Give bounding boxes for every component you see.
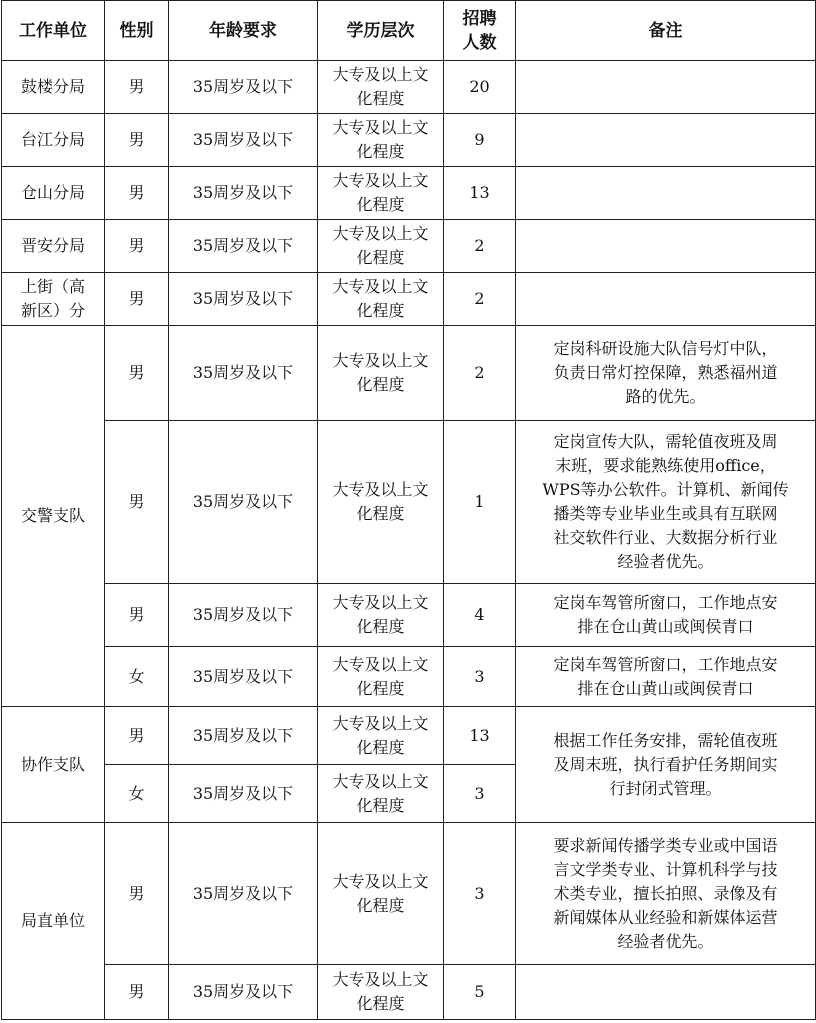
unit-cell: 晋安分局 — [2, 220, 105, 273]
header-count-line1: 招聘 — [462, 8, 497, 29]
table-row — [2, 965, 816, 1020]
note-line: 定岗宣传大队，需轮值夜班及周 — [553, 432, 778, 451]
note-line: 负责日常灯控保障，熟悉福州道 — [553, 363, 778, 382]
education-line: 大专及以上文 — [332, 277, 429, 296]
header-row — [2, 1, 816, 61]
education-cell — [318, 647, 444, 707]
age-cell: 35周岁及以下 — [169, 584, 318, 647]
education-line: 大专及以上文 — [332, 171, 429, 190]
education-cell — [318, 765, 444, 823]
header-gender: 性别 — [105, 1, 169, 61]
note-line: 新闻媒体从业经验和新媒体运营 — [553, 907, 778, 927]
table-row — [2, 707, 816, 765]
education-line: 大专及以上文 — [332, 654, 429, 674]
age-cell: 35周岁及以下 — [169, 326, 318, 421]
age-cell: 35周岁及以下 — [169, 167, 318, 220]
education-cell — [318, 965, 444, 1020]
gender-cell: 男 — [105, 273, 169, 326]
gender-cell: 男 — [105, 220, 169, 273]
header-age: 年龄要求 — [169, 1, 318, 61]
education-line: 化程度 — [356, 895, 405, 915]
age-cell: 35周岁及以下 — [169, 273, 318, 326]
count-cell: 2 — [444, 220, 516, 273]
age-cell: 35周岁及以下 — [169, 765, 318, 823]
note-line: 经验者优先。 — [617, 931, 714, 951]
age-cell: 35周岁及以下 — [169, 823, 318, 965]
education-line: 化程度 — [356, 89, 405, 108]
note-cell — [516, 584, 816, 647]
unit-cell: 交警支队 — [2, 326, 105, 707]
note-cell — [516, 220, 816, 273]
header-count-line2: 人数 — [462, 32, 497, 53]
gender-cell: 男 — [105, 823, 169, 965]
count-cell: 3 — [444, 823, 516, 965]
gender-cell: 男 — [105, 326, 169, 421]
note-line: 播类等专业毕业生或具有互联网 — [553, 504, 778, 523]
note-line: 言文学类专业、计算机科学与技 — [553, 859, 778, 879]
table-row — [2, 584, 816, 647]
note-line: 排在仓山黄山或闽侯青口 — [577, 617, 754, 636]
note-cell — [516, 965, 816, 1020]
gender-cell: 男 — [105, 114, 169, 167]
header-count — [444, 1, 516, 61]
education-line: 大专及以上文 — [332, 224, 429, 243]
header-notes: 备注 — [516, 1, 816, 61]
education-line: 化程度 — [356, 375, 405, 394]
age-cell: 35周岁及以下 — [169, 421, 318, 584]
recruitment-table — [1, 0, 816, 1020]
gender-cell: 男 — [105, 167, 169, 220]
note-cell — [516, 823, 816, 965]
count-cell: 3 — [444, 647, 516, 707]
education-cell — [318, 584, 444, 647]
note-cell — [516, 273, 816, 326]
table-row — [2, 823, 816, 965]
education-line: 大专及以上文 — [332, 480, 429, 499]
header-unit: 工作单位 — [2, 1, 105, 61]
table-row — [2, 326, 816, 421]
age-cell: 35周岁及以下 — [169, 647, 318, 707]
count-cell: 4 — [444, 584, 516, 647]
note-line: WPS等办公软件。计算机、新闻传 — [542, 480, 789, 499]
note-line: 术类专业，擅长拍照、录像及有 — [553, 883, 778, 903]
education-line: 大专及以上文 — [332, 118, 429, 137]
education-cell — [318, 220, 444, 273]
education-line: 大专及以上文 — [332, 713, 429, 733]
count-cell: 20 — [444, 61, 516, 114]
note-cell — [516, 167, 816, 220]
education-line: 大专及以上文 — [332, 970, 429, 989]
education-cell — [318, 326, 444, 421]
education-line: 化程度 — [356, 678, 405, 698]
education-line: 化程度 — [356, 504, 405, 523]
education-line: 大专及以上文 — [332, 65, 429, 84]
unit-cell: 台江分局 — [2, 114, 105, 167]
education-cell — [318, 823, 444, 965]
education-line: 化程度 — [356, 142, 405, 161]
unit-cell: 仓山分局 — [2, 167, 105, 220]
unit-line: 新区）分 — [20, 301, 85, 320]
note-line: 根据工作任务安排，需轮值夜班 — [553, 730, 778, 750]
age-cell: 35周岁及以下 — [169, 114, 318, 167]
education-line: 大专及以上文 — [332, 351, 429, 370]
unit-cell: 协作支队 — [2, 707, 105, 823]
age-cell: 35周岁及以下 — [169, 965, 318, 1020]
education-cell — [318, 421, 444, 584]
note-cell — [516, 421, 816, 584]
table-row — [2, 421, 816, 584]
education-line: 化程度 — [356, 301, 405, 320]
unit-cell: 局直单位 — [2, 823, 105, 1020]
count-cell: 5 — [444, 965, 516, 1020]
education-line: 化程度 — [356, 248, 405, 267]
note-line: 社交软件行业、大数据分析行业 — [553, 528, 778, 547]
count-cell: 3 — [444, 765, 516, 823]
note-line: 末班，要求能熟练使用office， — [555, 456, 776, 475]
count-cell: 9 — [444, 114, 516, 167]
education-line: 化程度 — [356, 737, 405, 757]
count-cell: 1 — [444, 421, 516, 584]
note-line: 定岗车驾管所窗口，工作地点安 — [553, 654, 778, 674]
header-education: 学历层次 — [318, 1, 444, 61]
unit-cell: 鼓楼分局 — [2, 61, 105, 114]
note-cell — [516, 114, 816, 167]
education-cell — [318, 114, 444, 167]
note-cell — [516, 707, 816, 823]
table-row — [2, 61, 816, 114]
gender-cell: 女 — [105, 765, 169, 823]
count-cell: 13 — [444, 707, 516, 765]
count-cell: 13 — [444, 167, 516, 220]
education-line: 大专及以上文 — [332, 593, 429, 612]
gender-cell: 男 — [105, 965, 169, 1020]
education-line: 大专及以上文 — [332, 871, 429, 891]
education-line: 化程度 — [356, 617, 405, 636]
table-row — [2, 167, 816, 220]
count-cell: 2 — [444, 326, 516, 421]
note-line: 行封闭式管理。 — [609, 778, 722, 798]
gender-cell: 女 — [105, 647, 169, 707]
unit-line: 上街（高 — [20, 277, 85, 296]
gender-cell: 男 — [105, 61, 169, 114]
note-line: 定岗科研设施大队信号灯中队， — [553, 339, 778, 358]
education-cell — [318, 61, 444, 114]
note-line: 排在仓山黄山或闽侯青口 — [577, 678, 754, 698]
education-cell — [318, 707, 444, 765]
note-line: 路的优先。 — [625, 387, 706, 406]
table-row — [2, 647, 816, 707]
note-line: 要求新闻传播学类专业或中国语 — [553, 835, 778, 855]
education-line: 大专及以上文 — [332, 771, 429, 791]
education-line: 化程度 — [356, 795, 405, 815]
note-line: 及周末班，执行看护任务期间实 — [553, 754, 778, 774]
age-cell: 35周岁及以下 — [169, 61, 318, 114]
table-row — [2, 114, 816, 167]
table-row — [2, 220, 816, 273]
note-cell — [516, 647, 816, 707]
education-line: 化程度 — [356, 994, 405, 1013]
age-cell: 35周岁及以下 — [169, 220, 318, 273]
age-cell: 35周岁及以下 — [169, 707, 318, 765]
education-cell — [318, 167, 444, 220]
unit-cell — [2, 273, 105, 326]
note-line: 经验者优先。 — [617, 552, 714, 571]
gender-cell: 男 — [105, 421, 169, 584]
gender-cell: 男 — [105, 707, 169, 765]
note-cell — [516, 326, 816, 421]
table-row — [2, 273, 816, 326]
education-cell — [318, 273, 444, 326]
count-cell: 2 — [444, 273, 516, 326]
note-cell — [516, 61, 816, 114]
gender-cell: 男 — [105, 584, 169, 647]
education-line: 化程度 — [356, 195, 405, 214]
note-line: 定岗车驾管所窗口，工作地点安 — [553, 593, 778, 612]
